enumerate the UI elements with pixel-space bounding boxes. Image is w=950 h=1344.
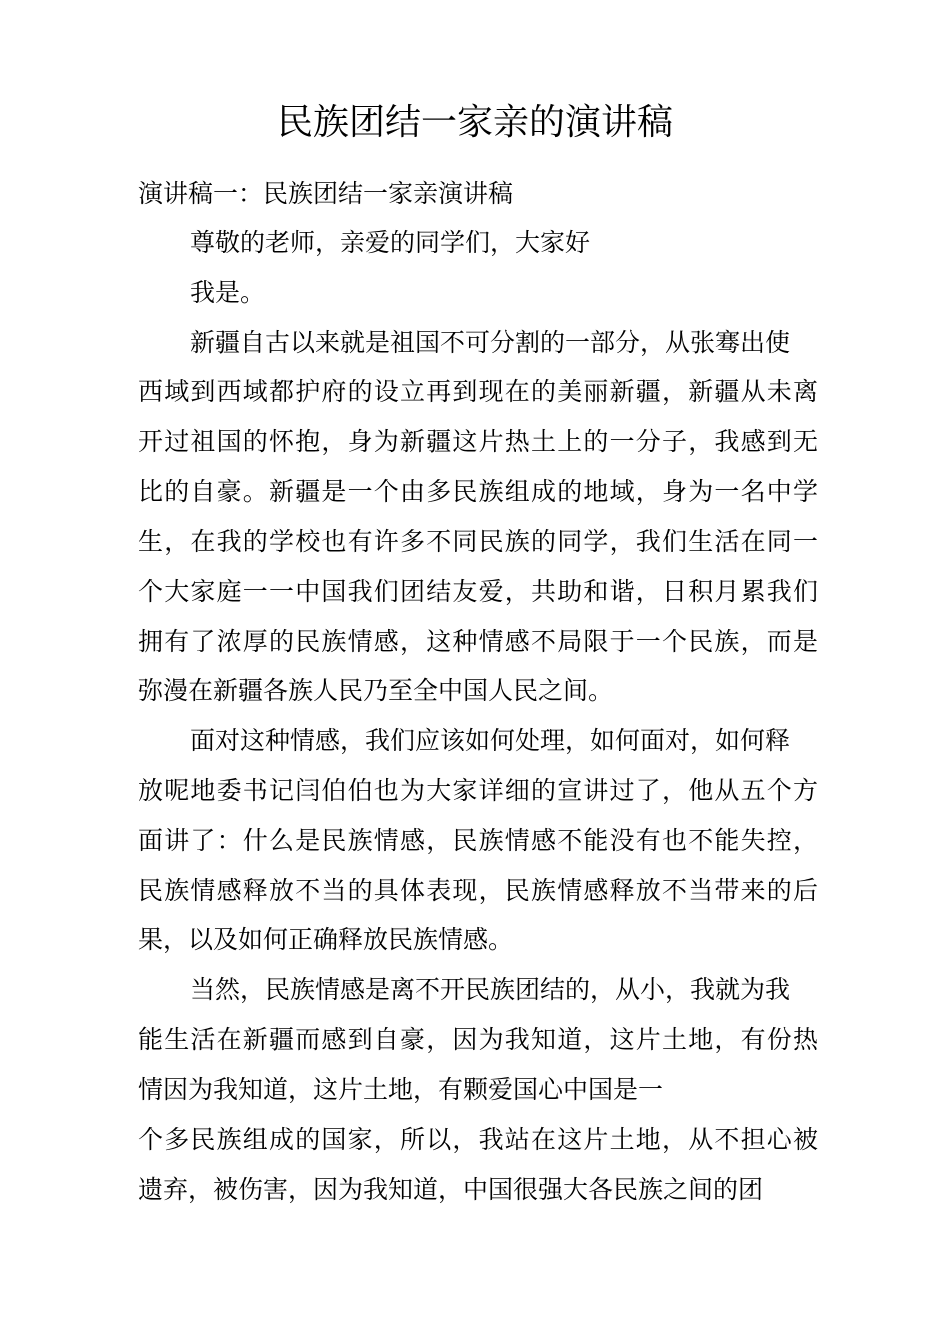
- intro-line: 我是。: [190, 278, 266, 307]
- paragraph-line: 情因为我知道，这片土地，有颗爱国心中国是一: [138, 1075, 664, 1104]
- paragraph-line: 开过祖国的怀抱，身为新疆这片热土上的一分子，我感到无: [138, 427, 818, 456]
- paragraph-line: 面对这种情感，我们应该如何处理，如何面对，如何释: [190, 726, 791, 755]
- paragraph-line: 能生活在新疆而感到自豪，因为我知道，这片土地，有份热: [138, 1025, 818, 1054]
- document-title: 民族团结一家亲的演讲稿: [276, 102, 673, 143]
- paragraph-line: 生，在我的学校也有许多不同民族的同学，我们生活在同一: [138, 527, 818, 556]
- paragraph-line: 新疆自古以来就是祖国不可分割的一部分，从张骞出使: [190, 328, 791, 357]
- paragraph-line: 面讲了：什么是民族情感，民族情感不能没有也不能失控，: [138, 826, 818, 855]
- section-heading: 演讲稿一：民族团结一家亲演讲稿: [138, 179, 514, 208]
- paragraph-line: 弥漫在新疆各族人民乃至全中国人民之间。: [138, 676, 614, 705]
- paragraph-line: 比的自豪。新疆是一个由多民族组成的地域，身为一名中学: [138, 477, 818, 506]
- paragraph-line: 果，以及如何正确释放民族情感。: [138, 925, 514, 954]
- paragraph-line: 遗弃，被伤害，因为我知道，中国很强大各民族之间的团: [138, 1175, 764, 1204]
- paragraph-line: 西域到西域都护府的设立再到现在的美丽新疆，新疆从未离: [138, 377, 818, 406]
- paragraph-line: 个多民族组成的国家，所以，我站在这片土地，从不担心被: [138, 1125, 818, 1154]
- paragraph-line: 个大家庭一一中国我们团结友爱，共助和谐，日积月累我们: [138, 577, 818, 606]
- greeting-line: 尊敬的老师，亲爱的同学们，大家好: [190, 228, 591, 257]
- paragraph-line: 民族情感释放不当的具体表现，民族情感释放不当带来的后: [138, 876, 818, 905]
- paragraph-line: 当然，民族情感是离不开民族团结的，从小，我就为我: [190, 975, 791, 1004]
- paragraph-line: 放呢地委书记闫伯伯也为大家详细的宣讲过了，他从五个方: [138, 776, 818, 805]
- paragraph-line: 拥有了浓厚的民族情感，这种情感不局限于一个民族，而是: [138, 627, 818, 656]
